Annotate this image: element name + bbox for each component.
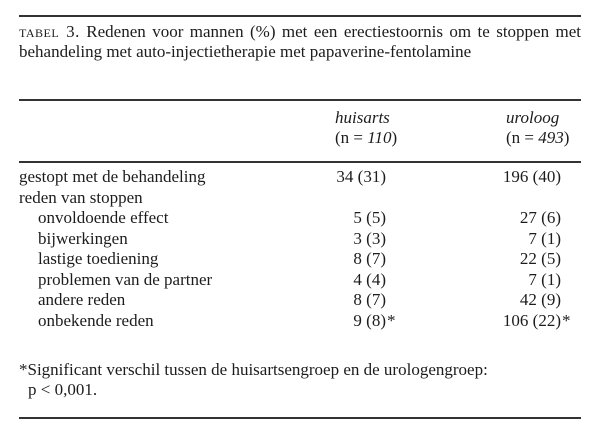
cell-huisarts: 9 (8) * [353,310,396,330]
column-n: (n = 493) [506,128,570,147]
cell-huisarts: 5 (5) [353,208,386,227]
column-n: (n = 110) [335,128,398,147]
cell-uroloog: 196 (40) [502,167,561,186]
row-label: bijwerkingen [38,228,128,248]
column-name: huisarts [335,108,390,127]
table-row [19,249,581,269]
significance-marker: * [387,310,396,330]
cell-uroloog: 7 (1) [528,269,561,289]
cell-uroloog: 42 (9) [519,290,561,309]
top-rule [19,15,581,17]
significance-marker: * [562,310,571,330]
footnote [19,360,581,400]
bottom-rule [19,417,581,419]
footnote-line-1: *Significant verschil tussen de huisartsengroep en de urologengroep: [19,360,488,379]
row-label: lastige toediening [38,249,159,268]
header-top-rule [19,99,581,101]
cell-huisarts: 4 (4) [353,269,386,289]
cell-huisarts: 8 (7) [353,290,386,309]
table-row [19,208,581,228]
header-bottom-rule [19,161,581,163]
cell-huisarts: 8 (7) [353,249,386,268]
column-header-uroloog [506,108,569,148]
table-row [19,290,581,310]
row-label: reden van stoppen [19,187,143,207]
cell-uroloog: 7 (1) [528,228,561,248]
cell-uroloog: 106 (22) * [502,310,571,330]
row-label: gestopt met de behandeling [19,167,206,186]
row-label: onvoldoende effect [38,208,169,227]
table-row [19,311,581,331]
cell-huisarts: 3 (3) [353,228,386,248]
table-row [19,188,581,208]
row-label: onbekende reden [38,310,154,330]
cell-huisarts: 34 (31) [336,167,386,186]
table-row [19,270,581,290]
row-label: problemen van de partner [38,269,213,289]
footnote-line-2: p < 0,001. [28,380,98,399]
column-header-huisarts [335,108,397,148]
table-label: tabel 3. [19,22,80,41]
cell-uroloog: 22 (5) [519,249,561,268]
table-row [19,229,581,249]
cell-uroloog: 27 (6) [519,208,561,227]
caption-text: Redenen voor mannen (%) met een erectiestoornis om te stoppen met behandeling met auto-injectietherapie met papaverine-fentolamine [19,22,582,61]
table-caption [19,22,581,62]
row-label: andere reden [38,290,126,309]
column-name: uroloog [506,108,560,127]
table-row [19,167,581,187]
